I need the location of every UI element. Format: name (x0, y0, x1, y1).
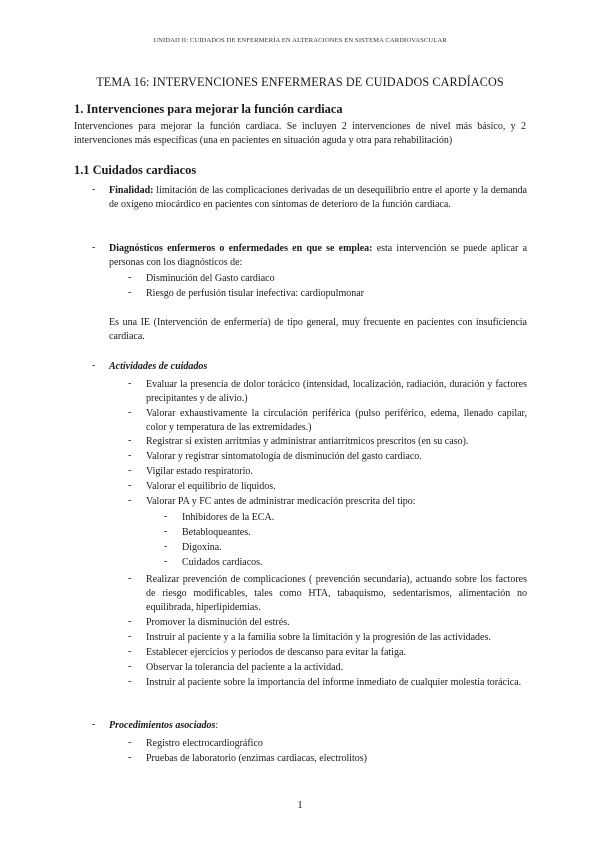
list-item: Registrar si existen arritmias y administrar antiarrítmicos prescritos (en su caso). (146, 436, 469, 447)
bullet-dash: - (128, 450, 132, 461)
sub-list-item: Cuidados cardiacos. (182, 557, 263, 568)
sub-list-item: Inhibidores de la ECA. (182, 512, 275, 523)
list-item: Observar la tolerancia del paciente a la actividad. (146, 662, 344, 673)
sub-list-item: Betabloqueantes. (182, 527, 251, 538)
finalidad-paragraph (109, 184, 527, 212)
list-item: Promover la disminución del estrés. (146, 617, 290, 628)
list-item: Pruebas de laboratorio (enzimas cardiacas, electrolitos) (146, 753, 368, 764)
list-item: Valorar y registrar sintomatología de disminución del gasto cardiaco. (146, 451, 422, 462)
sub-list-item: Digoxina. (182, 542, 222, 553)
list-item: Disminución del Gasto cardiaco (146, 273, 275, 284)
list-item: Valorar exhaustivamente la circulación periférica (pulso periférico, edema, llenado capilar, color y temperatura de las extremidades.) (146, 408, 527, 433)
bullet-dash: - (128, 495, 132, 506)
bullet-dash: - (128, 465, 132, 476)
actividades-label: Actividades de cuidados (109, 361, 208, 372)
finalidad-label: Finalidad: (109, 185, 154, 196)
bullet-dash: - (164, 556, 168, 567)
procedimientos-label: Procedimientos asociados (109, 720, 216, 731)
list-item: Riesgo de perfusión tisular inefectiva: cardiopulmonar (146, 288, 364, 299)
list-item: Valorar el equilibrio de líquidos. (146, 481, 276, 492)
bullet-dash: - (92, 360, 96, 371)
bullet-dash: - (128, 435, 132, 446)
diagnosticos-paragraph (109, 242, 527, 270)
page-title: TEMA 16: INTERVENCIONES ENFERMERAS DE CUIDADOS CARDÍACOS (96, 75, 504, 89)
list-item: Instruir al paciente y a la familia sobre la limitación y la progresión de las actividades. (146, 632, 491, 643)
bullet-dash: - (128, 676, 132, 687)
bullet-dash: - (128, 573, 132, 584)
list-item: Registro electrocardiográfico (146, 738, 263, 749)
bullet-dash: - (128, 272, 132, 283)
list-item: Instruir al paciente sobre la importancia del informe inmediato de cualquier molestia torácica. (146, 677, 522, 688)
bullet-dash: - (128, 737, 132, 748)
bullet-dash: - (128, 616, 132, 627)
bullet-dash: - (128, 378, 132, 389)
procedimientos-heading (109, 719, 218, 733)
section-1-intro: Intervenciones para mejorar la función cardiaca. Se incluyen 2 intervenciones de nivel más básico, y 2 intervenciones más específicas (una en pacientes en situación aguda y otra para rehabilitación) (74, 121, 526, 146)
bullet-dash: - (128, 287, 132, 298)
finalidad-text: limitación de las complicaciones derivadas de un desequilibrio entre el aporte y la demanda de oxígeno miocárdico en pacientes con síntomas de deterioro de la función cardiaca. (109, 185, 527, 210)
ie-paragraph: Es una IE (Intervención de enfermería) de tipo general, muy frecuente en pacientes con insuficiencia cardiaca. (109, 317, 527, 342)
bullet-dash: - (164, 541, 168, 552)
bullet-dash: - (164, 511, 168, 522)
bullet-dash: - (128, 631, 132, 642)
list-item: Vigilar estado respiratorio. (146, 466, 253, 477)
bullet-dash: - (92, 242, 96, 253)
bullet-dash: - (128, 480, 132, 491)
diagnosticos-label: Diagnósticos enfermeros o enfermedades en que se emplea: (109, 243, 373, 254)
section-1-1-heading: 1.1 Cuidados cardiacos (74, 163, 197, 177)
page-number: 1 (297, 799, 303, 811)
bullet-dash: - (92, 184, 96, 195)
bullet-dash: - (92, 719, 96, 730)
section-1-heading: 1. Intervenciones para mejorar la función cardiaca (74, 102, 343, 116)
list-item: Evaluar la presencia de dolor torácico (intensidad, localización, radiación, duración y factores precipitantes y de alivio.) (146, 379, 527, 404)
bullet-dash: - (164, 526, 168, 537)
list-item: Establecer ejercicios y periodos de descanso para evitar la fatiga. (146, 647, 406, 658)
list-item: Realizar prevención de complicaciones ( prevención secundaria), actuando sobre los factores de riesgo modificables, tales como HTA, tabaquismo, sedentarismos, alimentación no equilibrada, hiperlipidemias. (146, 574, 527, 613)
bullet-dash: - (128, 752, 132, 763)
bullet-dash: - (128, 646, 132, 657)
diagnosticos-text: esta intervención se puede aplicar a personas con los diagnósticos de: (109, 243, 528, 268)
procedimientos-colon: : (215, 720, 219, 731)
bullet-dash: - (128, 407, 132, 418)
list-item: Valorar PA y FC antes de administrar medicación prescrita del tipo: (146, 496, 416, 507)
running-header: UNIDAD II: CUIDADOS DE ENFERMERÍA EN ALTERACIONES EN SISTEMA CARDIOVASCULAR (153, 37, 447, 44)
bullet-dash: - (128, 661, 132, 672)
